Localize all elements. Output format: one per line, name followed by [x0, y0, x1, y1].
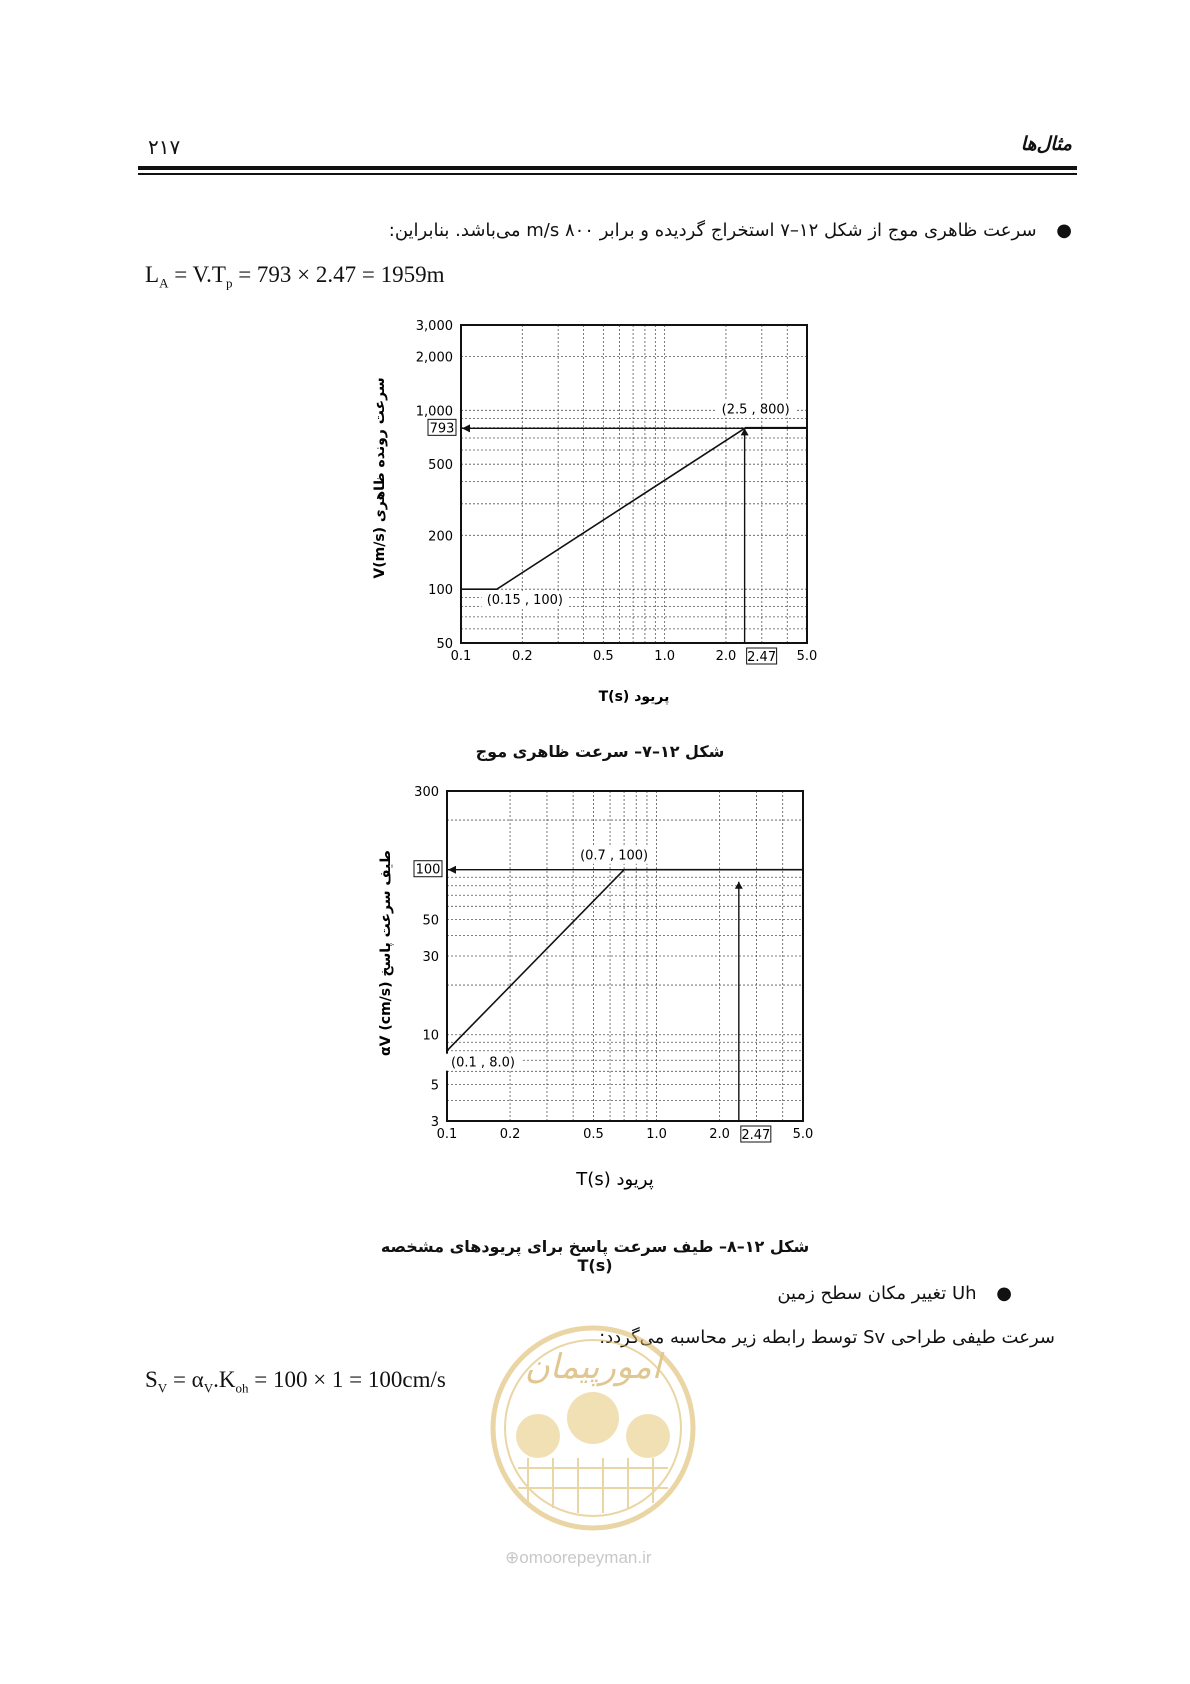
figure1-y-axis-label: V(m/s) سرعت رونده ظاهری: [372, 377, 388, 579]
highlight-x-label: 2.47: [741, 1128, 771, 1143]
figure2-chart: [370, 783, 840, 1193]
figure2-caption: شکل ۱۲–۸– طیف سرعت پاسخ برای پریودهای مشخصه T(s): [380, 1237, 810, 1275]
y-tick-label: 5: [430, 1078, 439, 1094]
x-tick-label: 0.2: [499, 1127, 521, 1142]
x-tick-label: 0.1: [436, 1127, 458, 1142]
x-tick-label: 0.5: [583, 1127, 604, 1142]
highlight-y-label: 793: [429, 421, 455, 437]
globe-icon: ⊕: [505, 1548, 520, 1567]
figure1-chart: [372, 318, 832, 718]
figure2-x-axis-label: T(s) پریود: [576, 1169, 654, 1190]
y-tick-label: 50: [436, 637, 453, 652]
bullet-text-2: Uh تغییر مکان سطح زمین: [777, 1283, 977, 1304]
header-rule-thick: [138, 166, 1077, 170]
y-tick-label: 10: [422, 1028, 439, 1044]
y-tick-label: 1,000: [415, 404, 453, 420]
bullet-icon: ●: [996, 1283, 1012, 1304]
series-line: [447, 870, 803, 1051]
x-tick-label: 2.0: [709, 1127, 730, 1142]
section-title: مثال‌ها: [1020, 133, 1072, 155]
bullet-paragraph-2: [777, 1283, 1012, 1304]
x-tick-label: 0.2: [511, 649, 533, 664]
bullet-paragraph-1: [389, 220, 1072, 241]
highlight-x-label: 2.47: [747, 650, 777, 665]
bullet-text-1: سرعت ظاهری موج از شکل ۱۲–۷ استخراج گردیده و برابر m/s ۸۰۰ می‌باشد. بنابراین:: [388, 220, 1037, 241]
arrow-left-icon: [448, 866, 456, 874]
x-tick-label: 1.0: [654, 649, 675, 664]
paragraph-sv: سرعت طیفی طراحی Sv توسط رابطه زیر محاسبه می‌گردد:: [599, 1327, 1055, 1348]
arrow-left-icon: [462, 424, 470, 432]
formula-la: $L_A = V.T_p = 793 \times 2.47 = 1959m$: [145, 262, 445, 291]
point-annotation: (0.15 , 100): [486, 593, 564, 609]
series-line: [461, 428, 807, 590]
formula-sv: $S_V = \alpha_V.K_{oh} = 100 \times 1 = 100cm/s$: [145, 1367, 446, 1396]
watermark-logo: [488, 1318, 698, 1548]
y-tick-label: 50: [422, 913, 439, 929]
point-annotation: (2.5 , 800): [721, 402, 790, 418]
y-tick-label: 100: [428, 583, 453, 599]
page-number: ۲۱۷: [148, 135, 181, 159]
x-tick-label: 5.0: [796, 649, 818, 664]
figure1-caption: شکل ۱۲–۷– سرعت ظاهری موج: [475, 742, 725, 761]
x-tick-label: 0.5: [593, 649, 614, 664]
point-annotation: (0.7 , 100): [580, 848, 649, 864]
highlight-y-label: 100: [415, 862, 441, 878]
y-tick-label: 3,000: [415, 319, 453, 334]
watermark-url: ⊕omoorepeyman.ir: [505, 1548, 652, 1567]
x-tick-label: 5.0: [792, 1127, 814, 1142]
watermark-brand: امورپیمان: [524, 1347, 662, 1387]
figure2-y-axis-label: αV (cm/s) طیف سرعت پاسخ: [378, 850, 394, 1056]
arrow-up-icon: [735, 882, 743, 889]
header-rule-thin: [138, 173, 1077, 175]
x-tick-label: 2.0: [715, 649, 737, 664]
x-tick-label: 0.1: [450, 649, 472, 664]
y-tick-label: 300: [414, 785, 439, 800]
x-tick-label: 1.0: [646, 1127, 667, 1142]
y-tick-label: 3: [430, 1115, 439, 1130]
y-tick-label: 500: [428, 458, 453, 474]
point-annotation: (0.1 , 8.0): [451, 1055, 515, 1071]
y-tick-label: 2,000: [415, 350, 453, 366]
bullet-icon: ●: [1056, 220, 1072, 241]
y-tick-label: 30: [422, 950, 439, 965]
figure1-x-axis-label: T(s) پریود: [598, 689, 670, 705]
y-tick-label: 200: [428, 529, 453, 545]
